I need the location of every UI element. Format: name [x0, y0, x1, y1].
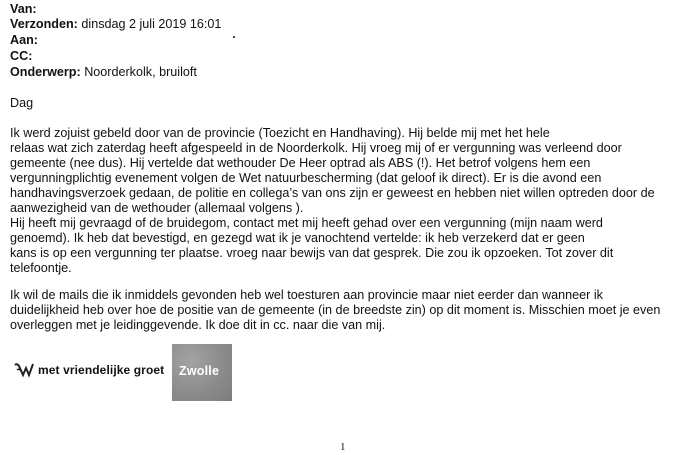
body-line: relaas wat zich zaterdag heeft afgespeeld in de Noorderkolk. Hij vroeg mij of er vergunning was verleend door — [10, 141, 622, 155]
body-line: handhavingsverzoek gedaan, de politie en collega’s van ons zijn er geweest en hebben niet willen optreden door de — [10, 186, 655, 200]
zwolle-logo — [172, 344, 232, 401]
body-line: duidelijkheid heb over hoe de positie van de gemeente (in de breedste zin) op dit moment is. Misschien moet je even — [10, 303, 661, 317]
cc-row — [10, 49, 32, 64]
closing-text: met vriendelijke groet — [38, 362, 165, 377]
page-number: 1 — [340, 441, 346, 453]
subject-value: Noorderkolk, bruiloft — [84, 65, 197, 79]
from-row — [10, 2, 37, 17]
body-line: telefoontje. — [10, 261, 72, 275]
from-label: Van: — [10, 2, 37, 16]
body-line: Ik werd zojuist gebeld door van de provincie (Toezicht en Handhaving). Hij belde mij met het hele — [10, 126, 550, 140]
body-line: genoemd). Ik heb dat bevestigd, en gezegd wat ik je vanochtend vertelde: ik heb verzekerd dat er geen — [10, 231, 585, 245]
sent-label: Verzonden: — [10, 17, 78, 31]
body-line: Hij heeft mij gevraagd of de bruidegom, contact met mij heeft gehad over een vergunning (mijn naam werd — [10, 216, 603, 230]
to-row — [10, 33, 38, 48]
subject-row — [10, 65, 197, 80]
subject-label: Onderwerp: — [10, 65, 81, 79]
wave-logo-icon — [14, 362, 34, 378]
logo-text: Zwolle — [179, 364, 220, 378]
body-line: overleggen met je leidinggevende. Ik doe dit in cc. naar die van mij. — [10, 318, 386, 332]
body-line: vergunningplichtig evenement volgen de Wet natuurbescherming (dat geloof ik direct). Er is die avond een — [10, 171, 602, 185]
sent-value: dinsdag 2 juli 2019 16:01 — [81, 17, 222, 31]
body-line: kans is op een vergunning ter plaatse. vroeg naar bewijs van dat gesprek. Die zou ik opzoeken. Tot zover dit — [10, 246, 614, 260]
signature — [14, 362, 164, 378]
body-line: aanwezigheid van de wethouder (allemaal volgens ). — [10, 201, 304, 215]
body-line: gemeente (nee dus). Hij vertelde dat wethouder De Heer optrad als ABS (!). Het betrof volgens hem een — [10, 156, 591, 170]
body-line: Ik wil de mails die ik inmiddels gevonden heb wel toesturen aan provincie maar niet eerder dan wanneer ik — [10, 288, 603, 302]
cc-label: CC: — [10, 49, 33, 63]
sent-row — [10, 17, 221, 32]
greeting: Dag — [10, 96, 34, 110]
to-label: Aan: — [10, 33, 38, 47]
speck-mark — [233, 36, 235, 38]
